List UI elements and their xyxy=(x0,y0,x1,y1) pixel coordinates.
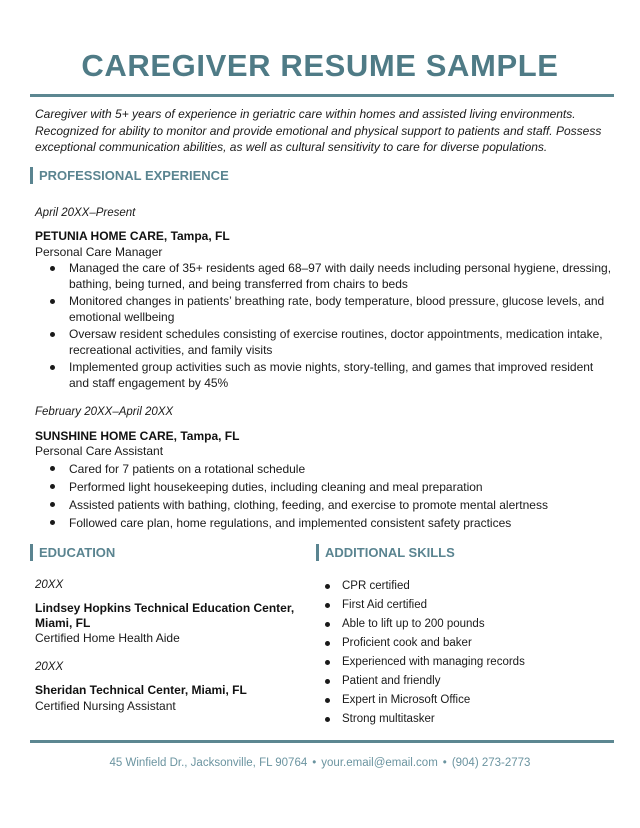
skills-heading: ADDITIONAL SKILLS xyxy=(316,544,455,561)
list-item: Managed the care of 35+ residents aged 68–97 with daily needs including personal hygiene, dressing, bathing, being turned, and being transferred from chairs to beds xyxy=(35,260,615,292)
footer-separator: • xyxy=(442,757,447,769)
contact-footer xyxy=(0,757,640,769)
education-school: Sheridan Technical Center, Miami, FL xyxy=(35,683,247,697)
job-bullets xyxy=(35,460,615,532)
top-divider xyxy=(30,94,614,97)
job-role: Personal Care Manager xyxy=(35,245,163,259)
summary-paragraph: Caregiver with 5+ years of experience in geriatric care within homes and assisted living environments. Recognized for ability to monitor and provide emotional and physical support to patients and staff. Possess exceptional communication abilities, as well as cultural sensitivity to care for diverse populations. xyxy=(35,107,602,154)
resume-title: CAREGIVER RESUME SAMPLE xyxy=(81,48,559,83)
education-credential: Certified Nursing Assistant xyxy=(35,699,176,713)
list-item: Cared for 7 patients on a rotational schedule xyxy=(35,460,615,478)
list-item: Oversaw resident schedules consisting of exercise routines, doctor appointments, medication intake, recreational activities, and family visits xyxy=(35,326,615,358)
list-item: Strong multitasker xyxy=(316,710,606,729)
education-credential: Certified Home Health Aide xyxy=(35,631,180,645)
skills-list xyxy=(316,577,606,729)
experience-heading: PROFESSIONAL EXPERIENCE xyxy=(30,167,229,184)
list-item: Proficient cook and baker xyxy=(316,634,606,653)
education-date: 20XX xyxy=(35,579,64,591)
list-item: Followed care plan, home regulations, and implemented consistent safety practices xyxy=(35,514,615,532)
list-item: Implemented group activities such as movie nights, story-telling, and games that improved resident and staff engagement by 45% xyxy=(35,359,615,391)
list-item: Expert in Microsoft Office xyxy=(316,691,606,710)
job-date: February 20XX–April 20XX xyxy=(35,406,174,418)
job-bullets xyxy=(35,260,615,391)
job-date: April 20XX–Present xyxy=(35,207,136,219)
list-item: CPR certified xyxy=(316,577,606,596)
list-item: Able to lift up to 200 pounds xyxy=(316,615,606,634)
education-heading: EDUCATION xyxy=(30,544,115,561)
job-employer: SUNSHINE HOME CARE, Tampa, FL xyxy=(35,429,240,443)
footer-email[interactable]: your.email@email.com xyxy=(321,757,438,769)
job-role: Personal Care Assistant xyxy=(35,444,164,458)
education-date: 20XX xyxy=(35,661,64,673)
footer-phone[interactable]: (904) 273-2773 xyxy=(451,757,531,769)
footer-separator: • xyxy=(312,757,317,769)
list-item: Experienced with managing records xyxy=(316,653,606,672)
list-item: Performed light housekeeping duties, including cleaning and meal preparation xyxy=(35,478,615,496)
list-item: Monitored changes in patients’ breathing rate, body temperature, blood pressure, glucose levels, and emotional wellbeing xyxy=(35,293,615,325)
list-item: First Aid certified xyxy=(316,596,606,615)
education-school: Lindsey Hopkins Technical Education Center, Miami, FL xyxy=(35,601,295,630)
job-employer: PETUNIA HOME CARE, Tampa, FL xyxy=(35,229,230,243)
footer-address: 45 Winfield Dr., Jacksonville, FL 90764 xyxy=(109,757,308,769)
list-item: Assisted patients with bathing, clothing, feeding, and exercise to promote mental alertness xyxy=(35,496,615,514)
list-item: Patient and friendly xyxy=(316,672,606,691)
bottom-divider xyxy=(30,740,614,743)
